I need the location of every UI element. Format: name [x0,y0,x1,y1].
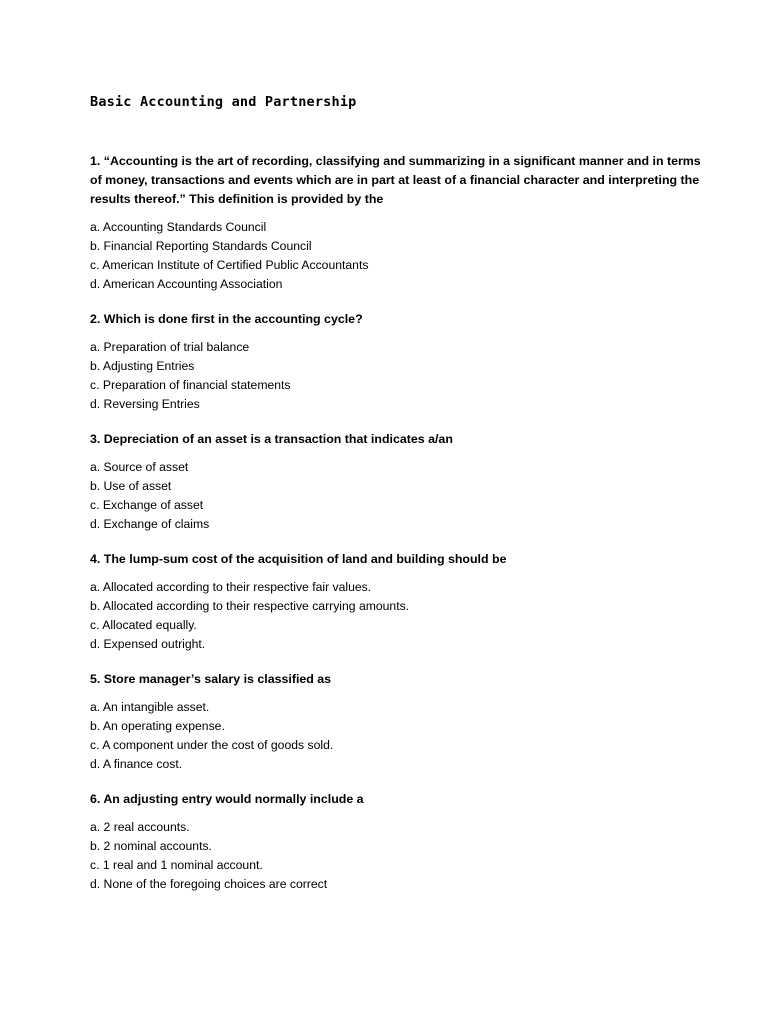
choice-list [90,458,710,534]
choice-list [90,338,710,414]
question-1 [90,152,710,294]
question-4 [90,550,710,654]
choice-a: a. Preparation of trial balance [90,340,250,354]
choice-b: b. Allocated according to their respective carrying amounts. [90,599,410,613]
question-5 [90,670,710,774]
choice-d: d. Exchange of claims [90,517,210,531]
question-2 [90,310,710,414]
choice-d: d. Expensed outright. [90,637,206,651]
choice-b: b. An operating expense. [90,719,225,733]
choice-list [90,818,710,894]
choice-c: c. Preparation of financial statements [90,378,291,392]
choice-c: c. American Institute of Certified Public Accountants [90,258,369,272]
choice-a: a. Accounting Standards Council [90,220,267,234]
choice-b: b. Use of asset [90,479,172,493]
choice-a: a. Source of asset [90,460,189,474]
question-text: 2. Which is done first in the accounting cycle? [90,312,363,326]
choice-c: c. A component under the cost of goods sold. [90,738,334,752]
question-6 [90,790,710,894]
choice-list [90,218,710,294]
question-text: 3. Depreciation of an asset is a transaction that indicates a/an [90,432,453,446]
choice-d: d. American Accounting Association [90,277,283,291]
choice-b: b. Adjusting Entries [90,359,195,373]
document-page [90,92,710,910]
question-text: 5. Store manager’s salary is classified as [90,672,332,686]
document-title: Basic Accounting and Partnership [90,94,357,110]
choice-list [90,698,710,774]
question-text: 4. The lump-sum cost of the acquisition of land and building should be [90,552,507,566]
choice-a: a. An intangible asset. [90,700,210,714]
choice-d: d. None of the foregoing choices are correct [90,877,328,891]
question-text: 6. An adjusting entry would normally include a [90,792,364,806]
choice-b: b. 2 nominal accounts. [90,839,212,853]
choice-b: b. Financial Reporting Standards Council [90,239,312,253]
choice-c: c. Exchange of asset [90,498,204,512]
choice-d: d. Reversing Entries [90,397,200,411]
choice-a: a. 2 real accounts. [90,820,190,834]
choice-list [90,578,710,654]
choice-d: d. A finance cost. [90,757,183,771]
choice-c: c. 1 real and 1 nominal account. [90,858,263,872]
choice-a: a. Allocated according to their respective fair values. [90,580,372,594]
question-3 [90,430,710,534]
choice-c: c. Allocated equally. [90,618,197,632]
question-text: 1. “Accounting is the art of recording, classifying and summarizing in a significant manner and in terms of money, transactions and events which are in part at least of a financial character and interpreting the results thereof.” This definition is provided by the [90,154,701,206]
